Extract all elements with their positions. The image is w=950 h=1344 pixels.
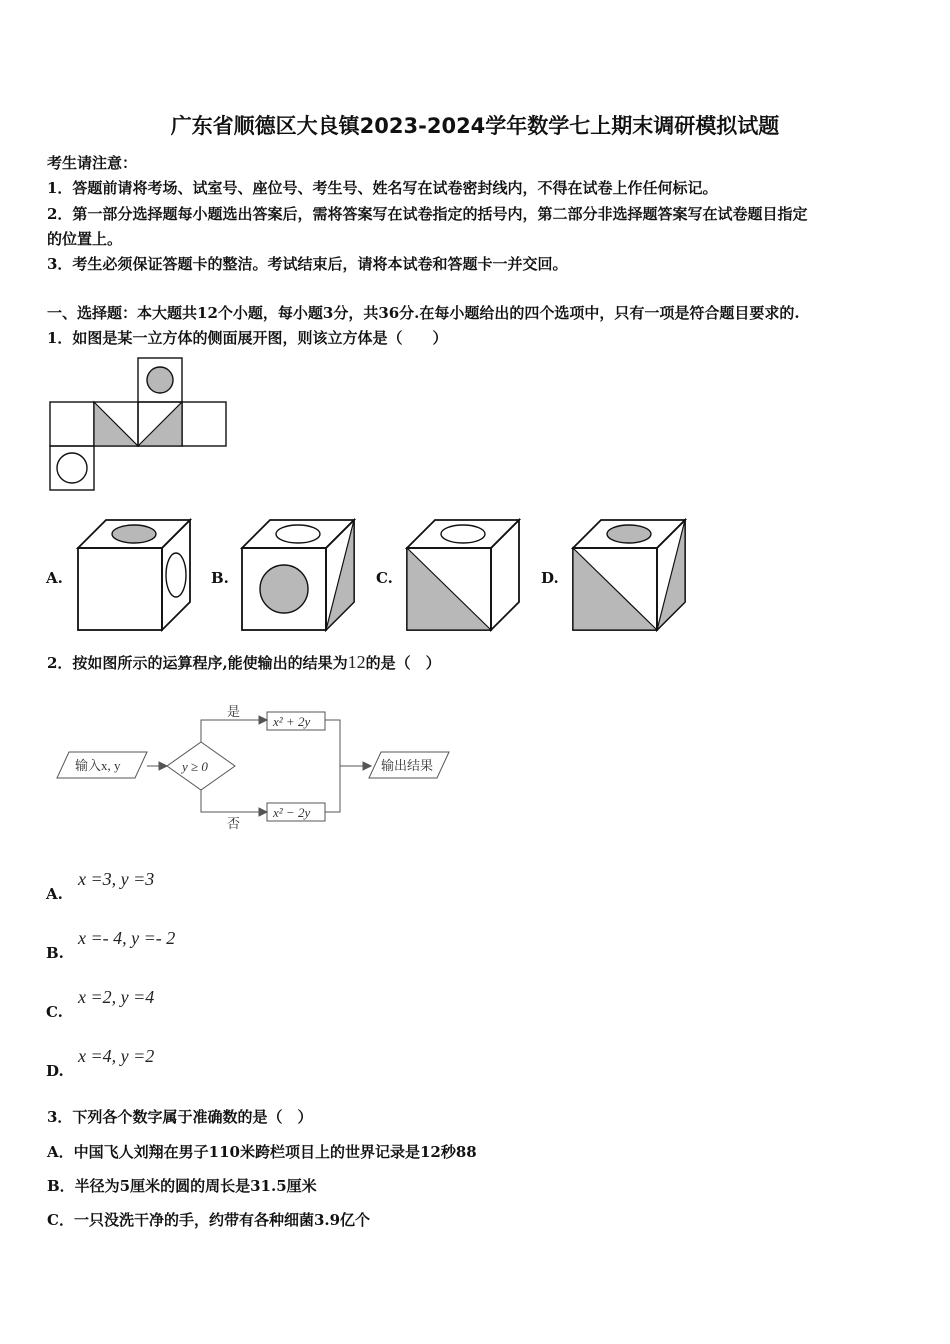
q2-option-d-label[interactable]: D. xyxy=(46,1062,64,1080)
notice-item-2: 2．第一部分选择题每小题选出答案后，需将答案写在试卷指定的括号内，第二部分非选择题答案写在试卷题目指定 xyxy=(47,205,808,223)
flow-condition-label: y ≥ 0 xyxy=(182,759,208,774)
q3-option-a[interactable]: A．中国飞人刘翔在男子110米跨栏项目上的世界记录是12秒88 xyxy=(47,1143,477,1161)
notice-item-1: 1．答题前请将考场、试室号、座位号、考生号、姓名写在试卷密封线内，不得在试卷上作任何标记。 xyxy=(47,179,718,197)
q2-option-c-value: x =2, y =4 xyxy=(78,987,155,1007)
q3-option-c[interactable]: C．一只没洗干净的手，约带有各种细菌3.9亿个 xyxy=(47,1211,371,1229)
q1-option-a-cube[interactable] xyxy=(76,518,196,633)
q1-option-b-cube[interactable] xyxy=(240,518,360,633)
flow-input-label: 输入x, y xyxy=(75,758,121,773)
cube-net-figure xyxy=(46,356,246,506)
operation-flowchart xyxy=(55,702,475,837)
page-title: 广东省顺德区大良镇2023-2024学年数学七上期末调研模拟试题 xyxy=(170,114,780,138)
flow-yes-label: 是 xyxy=(227,704,241,719)
question-2-stem-prefix: 2．按如图所示的运算程序,能使输出的结果为 xyxy=(47,654,348,672)
flow-output-label: 输出结果 xyxy=(381,758,434,773)
q1-option-d-label[interactable]: D. xyxy=(541,569,559,587)
q2-option-a-value: x =3, y =3 xyxy=(78,869,155,889)
flow-no-label: 否 xyxy=(227,816,241,831)
q2-option-a-label[interactable]: A. xyxy=(46,885,63,903)
question-3-stem: 3．下列各个数字属于准确数的是（ ） xyxy=(47,1108,313,1126)
q1-option-c-cube[interactable] xyxy=(405,518,525,633)
question-2-stem xyxy=(47,652,441,673)
q1-option-c-label[interactable]: C. xyxy=(376,569,393,587)
notice-item-2-cont: 的位置上。 xyxy=(47,230,123,248)
notice-heading: 考生请注意： xyxy=(47,154,138,172)
notice-item-3: 3．考生必须保证答题卡的整洁。考试结束后，请将本试卷和答题卡一并交回。 xyxy=(47,255,568,273)
question-1-stem: 1．如图是某一立方体的侧面展开图，则该立方体是（ ） xyxy=(47,329,448,347)
flow-bottom-expression: x² − 2y xyxy=(273,805,311,820)
q2-option-b-label[interactable]: B. xyxy=(46,944,64,962)
flow-top-expression: x² + 2y xyxy=(273,714,311,729)
q3-option-b[interactable]: B．半径为5厘米的圆的周长是31.5厘米 xyxy=(47,1177,317,1195)
q1-option-a-label[interactable]: A. xyxy=(46,569,63,587)
q2-option-b-value: x =- 4, y =- 2 xyxy=(78,928,176,948)
q2-option-c-label[interactable]: C. xyxy=(46,1003,63,1021)
q2-option-d-value: x =4, y =2 xyxy=(78,1046,155,1066)
q1-option-d-cube[interactable] xyxy=(571,518,691,633)
question-2-stem-suffix: 的是（ ） xyxy=(365,654,441,672)
section-heading: 一、选择题：本大题共12个小题，每小题3分，共36分.在每小题给出的四个选项中，只有一项是符合题目要求的. xyxy=(47,304,800,322)
q1-option-b-label[interactable]: B. xyxy=(211,569,229,587)
question-2-target-value: 12 xyxy=(347,652,366,672)
